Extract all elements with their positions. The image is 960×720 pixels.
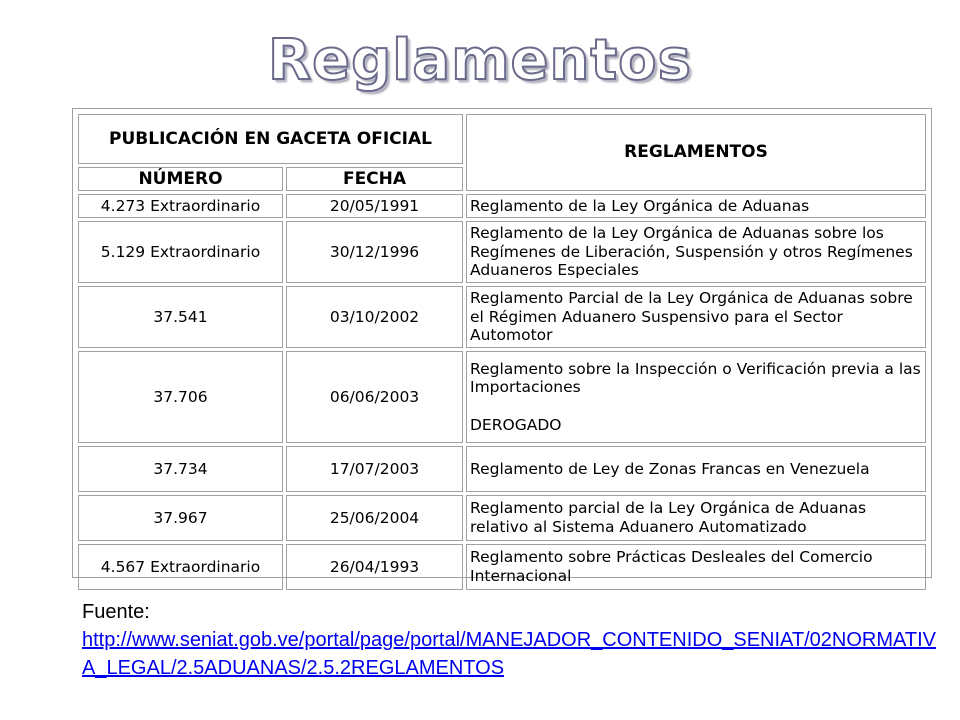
table-row	[78, 351, 926, 443]
table-row	[78, 286, 926, 348]
cell-fecha: 26/04/1993	[286, 544, 463, 590]
gaceta-table-container	[72, 108, 932, 585]
cell-reglamento: Reglamento de la Ley Orgánica de Aduanas	[466, 194, 926, 218]
reglamentos-table	[75, 111, 929, 593]
table-row	[78, 446, 926, 492]
cell-fecha: 25/06/2004	[286, 495, 463, 541]
header-reglamentos: REGLAMENTOS	[466, 114, 926, 191]
header-fecha: FECHA	[286, 167, 463, 191]
cell-fecha: 17/07/2003	[286, 446, 463, 492]
cell-fecha: 30/12/1996	[286, 221, 463, 283]
cell-numero: 37.734	[78, 446, 283, 492]
cell-reglamento: Reglamento de la Ley Orgánica de Aduanas sobre los Regímenes de Liberación, Suspensión y otros Regímenes Aduaneros Especiales	[466, 221, 926, 283]
cell-fecha: 03/10/2002	[286, 286, 463, 348]
page-title: Reglamentos	[268, 28, 692, 93]
header-numero: NÚMERO	[78, 167, 283, 191]
cell-reglamento: Reglamento sobre Prácticas Desleales del Comercio Internacional	[466, 544, 926, 590]
cell-numero: 37.967	[78, 495, 283, 541]
cell-reglamento: Reglamento parcial de la Ley Orgánica de Aduanas relativo al Sistema Aduanero Automatizado	[466, 495, 926, 541]
source-link[interactable]: http://www.seniat.gob.ve/portal/page/portal/MANEJADOR_CONTENIDO_SENIAT/02NORMATIVA_LEGAL/2.5ADUANAS/2.5.2REGLAMENTOS	[82, 629, 937, 679]
cell-numero: 5.129 Extraordinario	[78, 221, 283, 283]
header-gaceta-oficial: PUBLICACIÓN EN GACETA OFICIAL	[78, 114, 463, 164]
cell-reglamento: Reglamento Parcial de la Ley Orgánica de Aduanas sobre el Régimen Aduanero Suspensivo para el Sector Automotor	[466, 286, 926, 348]
cell-numero: 4.273 Extraordinario	[78, 194, 283, 218]
source-note	[82, 598, 942, 682]
cell-numero: 37.541	[78, 286, 283, 348]
table-row	[78, 544, 926, 590]
cell-fecha: 20/05/1991	[286, 194, 463, 218]
cell-numero: 37.706	[78, 351, 283, 443]
cell-reglamento: Reglamento de Ley de Zonas Francas en Venezuela	[466, 446, 926, 492]
cell-reglamento: Reglamento sobre la Inspección o Verificación previa a las Importaciones DEROGADO	[466, 351, 926, 443]
source-label: Fuente:	[82, 601, 150, 623]
table-row	[78, 194, 926, 218]
cell-numero: 4.567 Extraordinario	[78, 544, 283, 590]
table-row	[78, 495, 926, 541]
cell-fecha: 06/06/2003	[286, 351, 463, 443]
table-row	[78, 221, 926, 283]
